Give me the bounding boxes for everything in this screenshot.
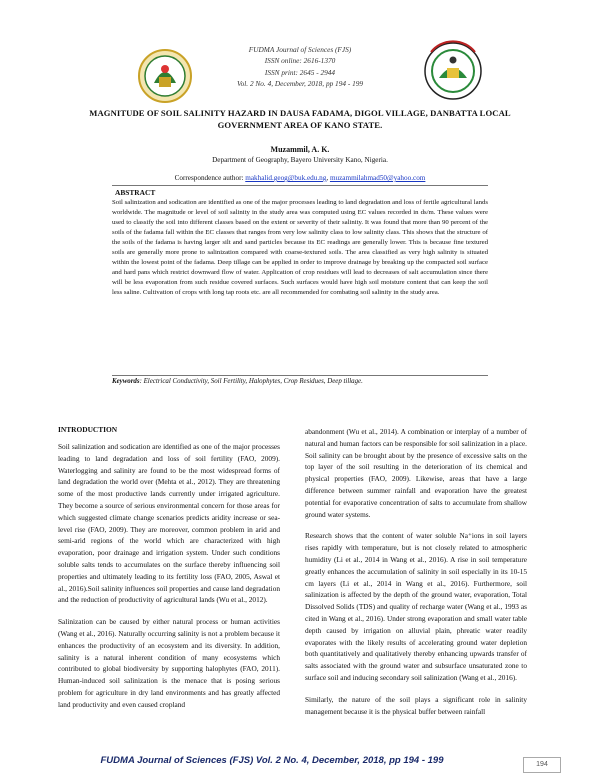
left-paragraph-1: Soil salinization and sodication are identified as one of the major processes leading to land degradation and loss of soil fertility (FAO, 2009). Waterlogging and salinity are found to be the most widespread forms of land degradation the world over (Mehta et al., 2012). They are threatening some of the most productive lands currently under irrigated agriculture. They become a source of serious environmental concern for those areas for which suggested climate change scenarios predicts aridity increase or sea-level rise (FAO, 2009). They are moreover, common problem in arid and semi-arid regions of the world which are characterized with high evaporation, poor drainage and irrigation system. Under such conditions soluble salts tends to accumulates on the surface thereby influencing soil properties and ultimately leading to its fertility loss (FAO, 2005, Aswal et al., 2016).Soil salinity influences soil properties and cause land degradation and the reduction of productivity of agricultural lands (Wu et al., 2012). <box>58 442 280 605</box>
abstract-text: Soil salinization and sodication are identified as one of the major processes leading to land degradation and loss of fertile agricultural lands worldwide. The magnitude or level of soil salinity in the study area was computed using EC values recorded in ds/m. These values were used to classify the soil into different classes based on the extent or severity of their salinity. It was found that more than 90 percent of the soils of the fadama fall within the EC classes that ranges from very low salinity class to low salinity class. This shows that the structure of the soils of the fadama is having larger silt and sand particles because its EC readings are generally lower. This is because fine textured soils are generally more prone to salinization compared with coarse-textured soils. The area classified as very high salinity is situated within the lowest point of the fadama. Deep tillage can be applied in order to improve drainage by breaking up the compacted soil surface and hard pans which restrict downward flow of water. Application of crop residues will lead to decreases of salt accumulation since there will be less evaporation from such residue covered surfaces. Such surfaces would have high soil moisture content that can keep the soil less saline. Cultivation of crops with long tap roots etc. are all recommended for combating soil salinity in the study area. <box>112 199 488 296</box>
author-name: Muzammil, A. K. <box>270 145 330 154</box>
issn-online: ISSN online: 2616-1370 <box>264 56 336 66</box>
right-column <box>305 426 527 727</box>
keywords <box>112 378 488 385</box>
right-paragraph-1: abandonment (Wu et al., 2014). A combination or interplay of a number of natural and human factors can be responsible for soil salinization in a place. Soil salinity can be brought about by the presence of excessive salts on the top layer of the soil resulting in the deterioration of its chemical and physical properties (FAO, 2009). Likewise, areas that have a large difference between summer rainfall and evaporation have the greatest potential for evaporative concentration of salts to accumulate from shallow ground water systems. <box>305 427 527 519</box>
introduction-heading: INTRODUCTION <box>58 425 118 434</box>
title-line-2: GOVERNMENT AREA OF KANO STATE. <box>217 119 383 130</box>
right-paragraph-3: Similarly, the nature of the soil plays a significant role in salinity management because it is the physical buffer between rainfall <box>305 694 527 716</box>
university-logo-right <box>423 40 483 102</box>
keywords-text: : Electrical Conductivity, Soil Fertility, Halophytes, Crop Residues, Deep tillage. <box>139 378 363 385</box>
email-link-2[interactable]: muzammilahmad50@yahoo.com <box>329 174 426 182</box>
correspondence-label: Correspondence author: <box>174 174 244 182</box>
issn-print: ISSN print: 2645 - 2944 <box>264 67 336 77</box>
paper-title <box>60 108 540 131</box>
left-paragraph-2: Salinization can be caused by either natural process or human activities (Wang et al., 2016). Naturally occurring salinity is not a problem because it enhances the productivity of an ecosystem and its diversity. In addition, salinity is a natural inherent condition of many ecosystems which contributed to global biodiversity by supporting halophytes (FAO, 2011). Human-induced soil salinization is the menace that is posing serious problem for agriculture in dry land environments and has greatly affected land productivity and even caused cropland <box>58 617 280 709</box>
volume-info: Vol. 2 No. 4, December, 2018, pp 194 - 199 <box>236 78 364 88</box>
title-line-1: MAGNITUDE OF SOIL SALINITY HAZARD IN DAUSA FADAMA, DIGOL VILLAGE, DANBATTA LOCAL <box>89 108 511 118</box>
university-logo-left <box>137 47 193 105</box>
email-link-1[interactable]: makhalid.geog@buk.edu.ng <box>245 174 327 182</box>
keywords-label: Keywords <box>112 378 140 385</box>
abstract-heading: ABSTRACT <box>115 188 156 197</box>
page-number: 194 <box>523 757 561 773</box>
page-footer: FUDMA Journal of Sciences (FJS) Vol. 2 No. 4, December, 2018, pp 194 - 199 <box>100 755 444 766</box>
correspondence <box>60 174 540 182</box>
journal-name: FUDMA Journal of Sciences (FJS) <box>248 45 352 54</box>
affiliation: Department of Geography, Bayero University Kano, Nigeria. <box>212 156 388 164</box>
abstract-bottom-rule <box>112 375 488 376</box>
left-column <box>58 441 280 721</box>
journal-info <box>200 44 400 89</box>
abstract-top-rule <box>112 185 488 186</box>
right-paragraph-2: Research shows that the content of water soluble Na⁺ions in soil layers rises rapidly with temperature, but is not closely related to atmospheric humidity (Li et al., 2014 in Wang et al., 2016). A rise in soil temperature greatly enhances the accumulation of salinity in soil especially in its 10-15 cm layers (Li et al., 2014 in Wang et al., 2016). Furthermore, soil salinization is affected by the depth of the ground water, evaporation, Total Dissolved Solids (TDS) and quality of recharge water (Wang et al., 1993 as cited in Wang et al., 2016). Under strong evaporation and small water table depth caused by irrigation on alluvial plain, phreatic water readily evaporates with the likely results of accelerating ground water depletion both quantitatively and qualitatively thereby enhancing upwards transfer of salts associated with the ground water and subsurface unsaturated zone to surface soil and inducing secondary soil salinization (Wang et al., 2016). <box>305 531 527 682</box>
email-separator: , <box>326 174 329 182</box>
